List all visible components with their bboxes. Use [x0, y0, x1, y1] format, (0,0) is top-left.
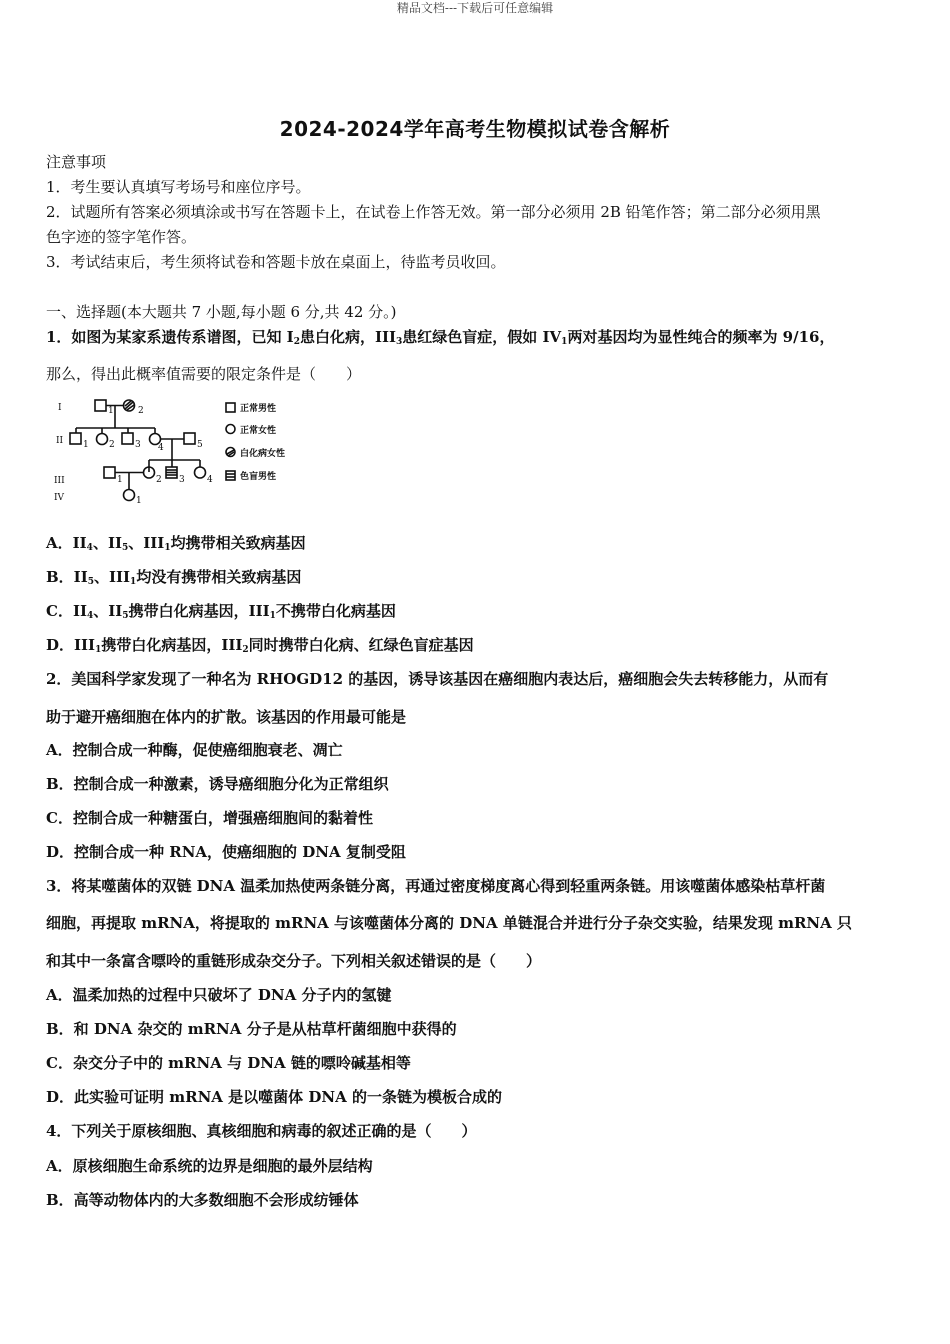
q1-stem-line2: 那么，得出此概率值需要的限定条件是（ ） [46, 365, 362, 383]
legend-label-albino-female: 白化病女性 [240, 449, 286, 459]
q4-stem: 4．下列关于原核细胞、真核细胞和病毒的叙述正确的是（ ） [46, 1122, 477, 1140]
q3-option-d: D．此实验可证明 mRNA 是以噬菌体 DNA 的一条链为模板合成的 [46, 1088, 502, 1106]
q3-stem-3: 和其中一条富含嘌呤的重链形成杂交分子。下列相关叙述错误的是（ ） [46, 952, 542, 970]
q1-option-c: C．$II_4$、$II_5$携带白化病基因，$III_1$不携带白化病基因 [46, 602, 396, 621]
notice-heading: 注意事项 [46, 153, 107, 171]
legend-label-female: 正常女性 [240, 426, 277, 436]
num-II5: 5 [197, 440, 203, 450]
legend-male-icon [226, 403, 235, 412]
num-II3: 3 [135, 440, 141, 450]
pedigree-IV1-female [124, 490, 135, 501]
num-II4: 4 [158, 443, 164, 453]
pedigree-III1-male [104, 467, 115, 478]
num-II1: 1 [83, 440, 89, 450]
q4-option-b: B．高等动物体内的大多数细胞不会形成纺锤体 [46, 1191, 359, 1209]
pedigree-II3-male [122, 433, 133, 444]
notice-item-2: 2．试题所有答案必须填涂或书写在答题卡上，在试卷上作答无效。第一部分必须用 2B 铅笔作答；第二部分必须用黑 [46, 203, 821, 221]
notice-item-2-cont: 色字迹的签字笔作答。 [46, 228, 197, 246]
pedigree-II5-male [184, 433, 195, 444]
num-III1: 1 [117, 475, 123, 485]
legend-label-colorblind-male: 色盲男性 [240, 472, 277, 482]
num-II2: 2 [109, 440, 115, 450]
q3-stem-1: 3．将某噬菌体的双链 DNA 温柔加热使两条链分离，再通过密度梯度离心得到轻重两条链。用该噬菌体感染枯草杆菌 [46, 877, 826, 895]
num-III4: 4 [207, 475, 213, 485]
page-title: 2024-2024学年高考生物模拟试卷含解析 [279, 117, 671, 141]
pedigree-II1-male [70, 433, 81, 444]
notice-item-1: 1．考生要认真填写考场号和座位序号。 [46, 178, 311, 196]
q2-option-b: B．控制合成一种激素，诱导癌细胞分化为正常组织 [46, 775, 389, 793]
q3-stem-2: 细胞，再提取 mRNA，将提取的 mRNA 与该噬菌体分离的 DNA 单链混合并进行分子杂交实验，结果发现 mRNA 只 [46, 914, 852, 932]
q3-option-c: C．杂交分子中的 mRNA 与 DNA 链的嘌呤碱基相等 [46, 1054, 411, 1072]
q1-option-d: D．$III_1$携带白化病基因，$III_2$同时携带白化病、红绿色盲症基因 [46, 636, 474, 655]
q3-option-b: B．和 DNA 杂交的 mRNA 分子是从枯草杆菌细胞中获得的 [46, 1020, 457, 1038]
q1-stem: 1．如图为某家系遗传系谱图，已知 $I_2$患白化病，$III_3$患红绿色盲症，假如 $IV_1$两对基因均为显性纯合的频率为 9/16， [46, 328, 835, 347]
gen-label-I: I [58, 403, 62, 413]
num-III3: 3 [179, 475, 185, 485]
q2-option-d: D．控制合成一种 RNA，使癌细胞的 DNA 复制受阻 [46, 843, 406, 861]
section-heading: 一、选择题(本大题共 7 小题,每小题 6 分,共 42 分。) [46, 303, 397, 321]
num-I1: 1 [108, 406, 114, 416]
pedigree-chart [50, 390, 310, 508]
pedigree-I1-male [95, 400, 106, 411]
q1-option-b: B．$II_5$、$III_1$均没有携带相关致病基因 [46, 568, 302, 587]
gen-label-IV: IV [54, 493, 65, 503]
notice-item-3: 3．考试结束后，考生须将试卷和答题卡放在桌面上，待监考员收回。 [46, 253, 506, 271]
legend-label-male: 正常男性 [240, 404, 277, 414]
q4-option-a: A．原核细胞生命系统的边界是细胞的最外层结构 [46, 1157, 373, 1175]
pedigree-III4-female [195, 467, 206, 478]
num-III2: 2 [156, 475, 162, 485]
legend-female-icon [226, 425, 235, 434]
q2-option-a: A．控制合成一种酶，促使癌细胞衰老、凋亡 [46, 741, 343, 759]
pedigree-II2-female [97, 434, 108, 445]
num-I2: 2 [138, 406, 144, 416]
q2-option-c: C．控制合成一种糖蛋白，增强癌细胞间的黏着性 [46, 809, 373, 827]
legend-colorblind-male-icon [226, 471, 235, 480]
q3-option-a: A．温柔加热的过程中只破坏了 DNA 分子内的氢键 [46, 986, 392, 1004]
page-header-watermark: 精品文档---下载后可任意编辑 [396, 1, 554, 15]
num-IV1: 1 [136, 496, 142, 506]
q1-option-a: A．$II_4$、$II_5$、$III_1$均携带相关致病基因 [46, 534, 306, 553]
q2-stem-2: 助于避开癌细胞在体内的扩散。该基因的作用最可能是 [46, 708, 407, 726]
gen-label-III: III [54, 476, 65, 486]
q2-stem-1: 2．美国科学家发现了一种名为 RHOGD12 的基因，诱导该基因在癌细胞内表达后，癌细胞会失去转移能力，从而有 [46, 670, 829, 688]
gen-label-II: II [56, 436, 64, 446]
